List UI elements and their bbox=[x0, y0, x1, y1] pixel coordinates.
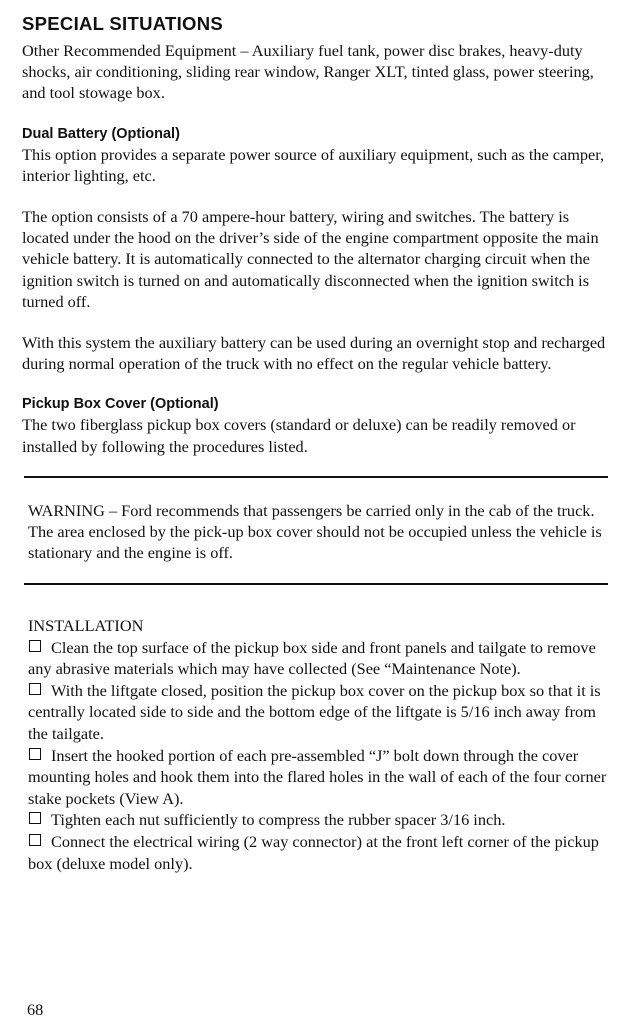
other-equipment-text: Other Recommended Equipment – Auxiliary fuel tank, power disc brakes, heavy-duty shocks, air conditioning, sliding rear window, Ranger XLT, tinted glass, power steering, and tool stowage box. bbox=[22, 41, 594, 103]
installation-step-4 bbox=[28, 809, 616, 831]
dual-battery-paragraph-2: The option consists of a 70 ampere-hour battery, wiring and switches. The battery is located under the hood on the driver’s side of the engine compartment opposite the main vehicle battery. It is automatically connected to the alternator charging circuit when the ignition switch is turned on and automatically disconnected when the ignition switch is turned off. bbox=[22, 207, 599, 311]
checkbox-icon bbox=[29, 834, 41, 846]
installation-step-text: Tighten each nut sufficiently to compress the rubber spacer 3/16 inch. bbox=[51, 810, 506, 830]
checkbox-icon bbox=[29, 812, 41, 824]
section-title: SPECIAL SITUATIONS bbox=[22, 13, 224, 34]
warning-text: WARNING – Ford recommends that passengers be carried only in the cab of the truck. The area enclosed by the pick-up box cover should not be occupied unless the vehicle is stationary and the engine is off. bbox=[28, 500, 602, 563]
pickup-box-cover-title: Pickup Box Cover (Optional) bbox=[22, 396, 219, 413]
page-number: 68 bbox=[27, 1000, 44, 1019]
installation-step-2 bbox=[28, 680, 616, 745]
checkbox-icon bbox=[29, 748, 41, 760]
dual-battery-paragraph-3: With this system the auxiliary battery can be used during an overnight stop and recharged during normal operation of the truck with no effect on the regular vehicle battery. bbox=[22, 333, 606, 374]
checkbox-icon bbox=[29, 683, 41, 695]
dual-battery-title: Dual Battery (Optional) bbox=[22, 125, 180, 142]
installation-step-text: Clean the top surface of the pickup box side and front panels and tailgate to remove any abrasive materials which may have collected (See “Maintenance Note). bbox=[28, 637, 596, 679]
installation-section bbox=[22, 615, 616, 874]
installation-step-1 bbox=[28, 637, 616, 680]
installation-step-text: Insert the hooked portion of each pre-assembled “J” bolt down through the cover mounting holes and hook them into the flared holes in the wall of each of the four corner stake pockets (View A). bbox=[28, 745, 607, 808]
dual-battery-paragraph-1: This option provides a separate power source of auxiliary equipment, such as the camper, interior lighting, etc. bbox=[22, 144, 605, 185]
pickup-box-cover-text: The two fiberglass pickup box covers (standard or deluxe) can be readily removed or installed by following the procedures listed. bbox=[22, 415, 576, 456]
installation-title: INSTALLATION bbox=[28, 616, 144, 636]
installation-step-5 bbox=[28, 831, 616, 874]
installation-step-text: With the liftgate closed, position the pickup box cover on the pickup box so that it is centrally located side to side and the bottom edge of the liftgate is 5/16 inch away from the tailgate. bbox=[28, 680, 601, 744]
installation-step-text: Connect the electrical wiring (2 way connector) at the front left corner of the pickup box (deluxe model only). bbox=[28, 832, 599, 873]
installation-step-3 bbox=[28, 745, 616, 810]
checkbox-icon bbox=[29, 640, 41, 652]
